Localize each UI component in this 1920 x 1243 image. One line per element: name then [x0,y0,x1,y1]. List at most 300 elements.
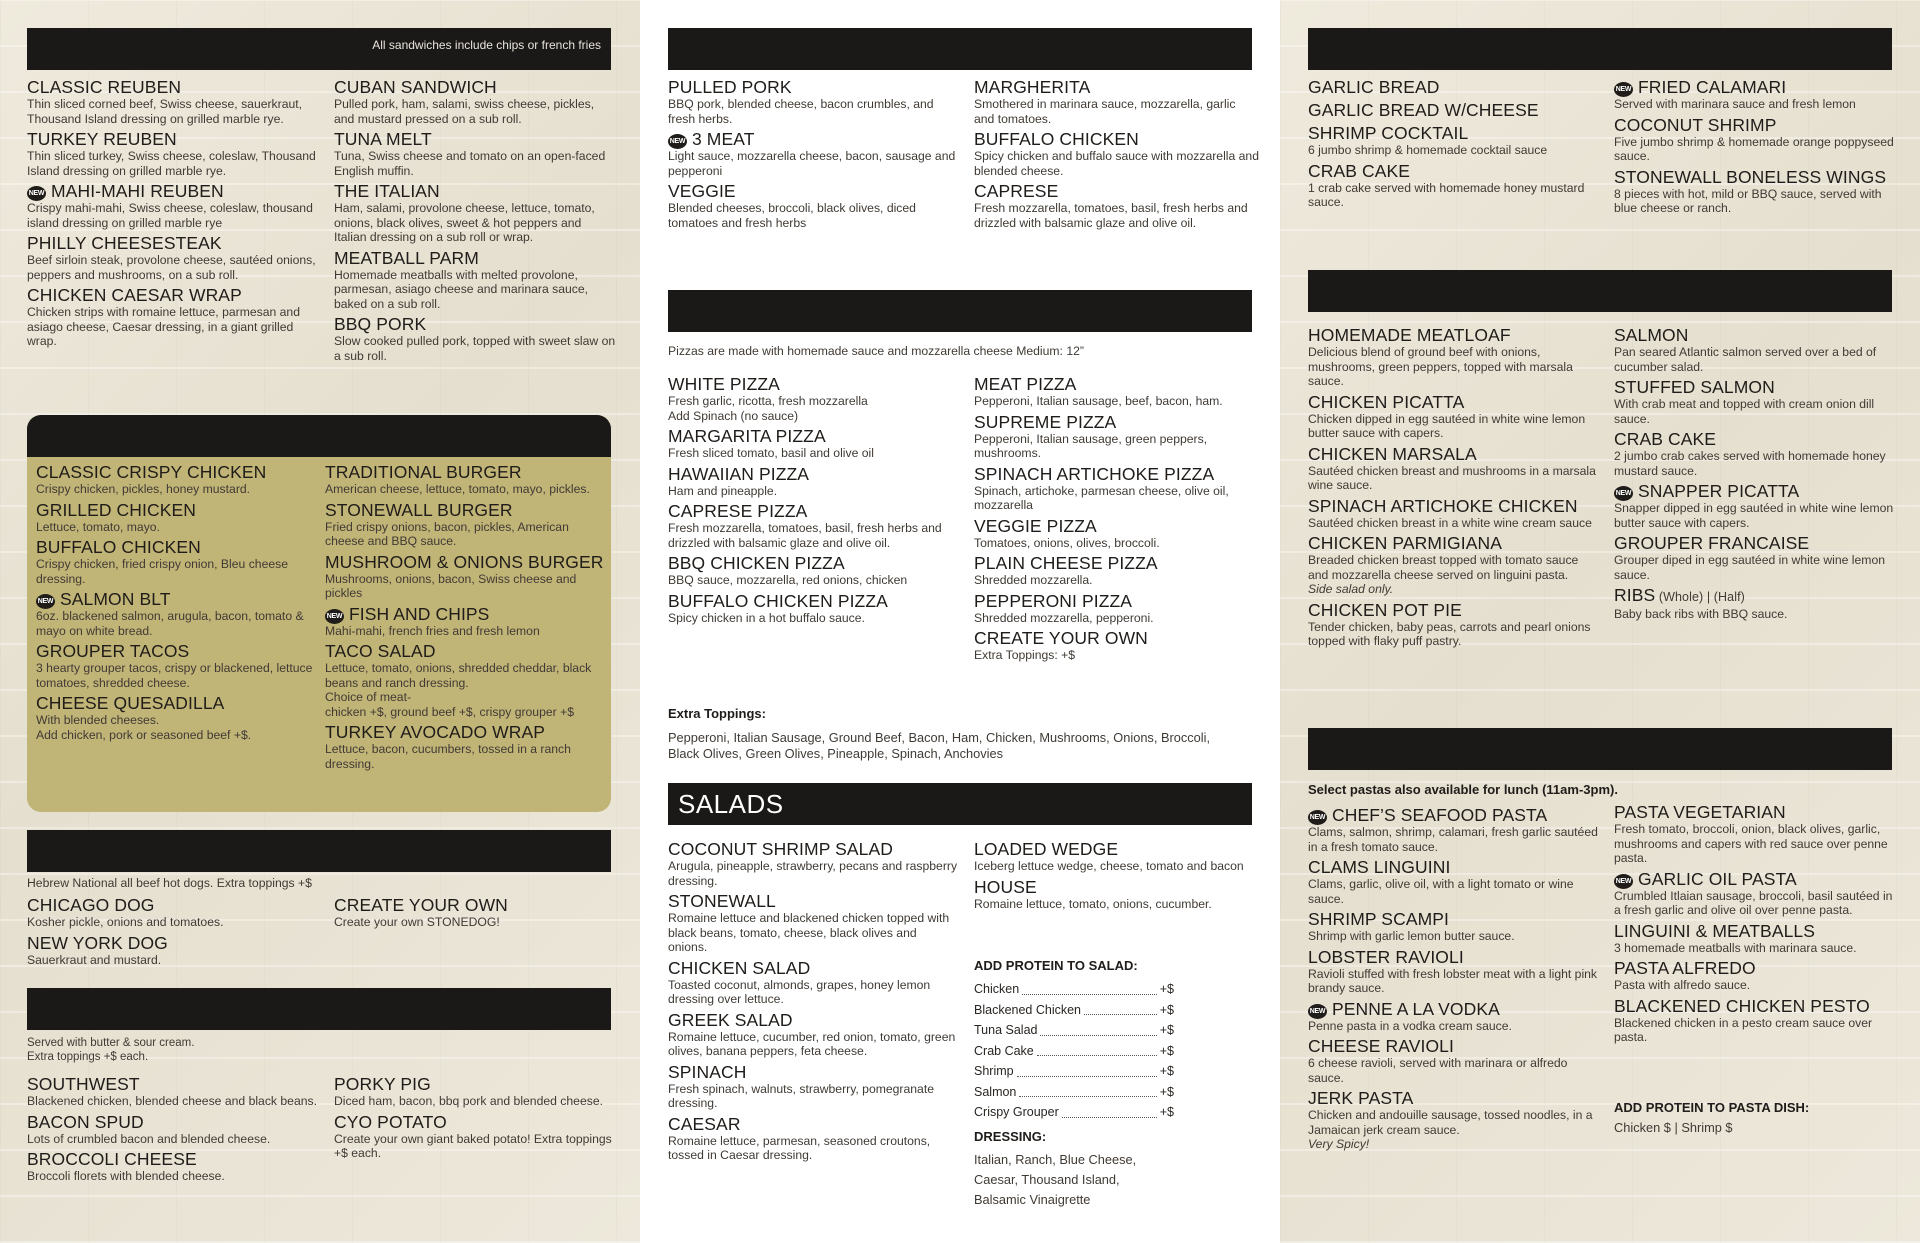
menu-item-name-text: CREATE YOUR OWN [974,628,1148,648]
menu-item-name-text: CHEESE RAVIOLI [1308,1036,1454,1056]
salads-title: SALADS [678,789,784,819]
menu-item-broccoli-cheese [27,1150,317,1184]
menu-item-name-text: PASTA ALFREDO [1614,958,1756,978]
menu-item-name [27,78,317,97]
menu-item-description: Romaine lettuce and blackened chicken topped with black beans, tomato, cheese, black olives and onions. [668,911,950,954]
protein-name: Blackened Chicken [974,1002,1082,1017]
menu-item-name [325,553,607,572]
menu-item-house [974,878,1259,912]
menu-item-name-text: CYO POTATO [334,1111,447,1132]
menu-item-turkey-avocado-wrap [325,723,607,771]
menu-item-grouper-tacos [36,642,321,690]
menu-item-cheese-ravioli [1308,1037,1598,1085]
menu-item-ribs [1614,586,1899,622]
menu-item-description: 6oz. blackened salmon, arugula, bacon, tomato & mayo on white bread. [36,609,304,638]
menu-item-description: Mushrooms, onions, bacon, Swiss cheese and pickles [325,571,577,600]
menu-item-name [27,1075,317,1094]
menu-item-description: Broccoli florets with blended cheese. [27,1169,225,1183]
menu-item-name-text: CHICKEN CAESAR WRAP [27,285,242,305]
menu-item-white-pizza [668,375,958,423]
menu-item-name [668,840,958,859]
menu-item-description: Spicy chicken in a hot buffalo sauce. [668,610,865,625]
menu-item-name-text: SPINACH ARTICHOKE PIZZA [974,463,1215,484]
menu-item-name [1308,806,1598,825]
menu-item-crab-cake [1614,430,1899,478]
menu-item-name [668,502,958,521]
menu-item-meat-pizza [974,375,1259,409]
menu-item-name-text: GARLIC BREAD [1308,77,1440,97]
menu-item-name [1614,959,1899,978]
menu-item-name [1614,870,1899,889]
menu-item-description: Clams, salmon, shrimp, calamari, fresh garlic sautéed in a fresh tomato sauce. [1308,825,1598,854]
menu-item-garlic-oil-pasta [1614,870,1899,918]
menu-item-name-text: CAPRESE [974,181,1059,201]
menu-item-chicken-caesar-wrap [27,286,317,349]
menu-item-description: Kosher pickle, onions and tomatoes. [27,915,224,929]
menu-item-grouper-francaise [1614,534,1899,582]
menu-item-description: Pasta with alfredo sauce. [1614,978,1751,992]
menu-item-traditional-burger [325,463,607,497]
potatoes-right-column [334,1075,616,1165]
menu-item-cuban-sandwich [334,78,616,126]
pasta-protein-block [1614,1100,1899,1136]
menu-item-pepperoni-pizza [974,592,1259,626]
dressing-label: DRESSING: [974,1128,1047,1144]
menu-item-stonewall-boneless-wings [1614,168,1899,216]
menu-item-description: Extra Toppings: +$ [974,648,1076,662]
burgers-box [27,415,611,812]
menu-item-name-text: GRILLED CHICKEN [36,499,197,520]
protein-row-chicken [974,979,1174,1000]
menu-item-name [974,182,1259,201]
protein-price: +$ [1159,1002,1174,1017]
menu-item-name [1614,326,1899,345]
menu-item-mahi-mahi-reuben [27,182,317,230]
salad-protein-list [974,979,1234,1123]
menu-item-name [334,1075,616,1094]
menu-item-garlic-bread [1308,78,1598,97]
menu-item-description: Crumbled Itlaian sausage, broccoli, basil sautéed in a fresh garlic and olive oil over penne pasta. [1614,888,1893,917]
menu-item-name-text: BACON SPUD [27,1111,144,1132]
menu-item-name-text: MARGHERITA [974,77,1091,97]
menu-item-name [668,375,958,394]
menu-item-name-text: CHICKEN PARMIGIANA [1308,533,1503,553]
menu-item-pasta-alfredo [1614,959,1899,993]
protein-row-salmon [974,1082,1174,1103]
menu-item-description: Beef sirloin steak, provolone cheese, sautéed onions, peppers and mushrooms, on a sub roll. [27,253,316,282]
menu-item-name-text: CREATE YOUR OWN [334,895,508,915]
menu-item-name [325,463,607,482]
menu-item-name-text: CRAB CAKE [1614,429,1717,449]
menu-item-name [27,182,317,201]
menu-item-southwest [27,1075,317,1109]
menu-item-hawaiian-pizza [668,465,958,499]
menu-item-name [36,642,321,661]
menu-item-buffalo-chicken [974,130,1259,178]
protein-name: Crab Cake [974,1043,1034,1058]
menu-item-spinach-artichoke-chicken [1308,497,1598,531]
menu-item-name [27,1150,317,1169]
menu-item-name-text: STUFFED SALMON [1614,377,1775,397]
pasta-protein-label: ADD PROTEIN TO PASTA DISH: [1614,1100,1810,1115]
menu-item-description: 3 hearty grouper tacos, crispy or blackened, lettuce tomatoes, shredded cheese. [36,661,313,690]
menu-item-chicken-marsala [1308,445,1598,493]
menu-item-name [1614,78,1899,97]
menu-item-name-text: JERK PASTA [1308,1088,1414,1108]
menu-item-description: Blended cheeses, broccoli, black olives, diced tomatoes and fresh herbs [668,201,916,230]
menu-item-name-text: TURKEY REUBEN [27,129,177,149]
menu-item-chicken-parmigiana [1308,534,1598,597]
protein-price: +$ [1159,1084,1174,1099]
menu-item-name-text: CHICKEN SALAD [668,957,811,978]
sandwiches-right-column [334,78,616,367]
menu-item-name [974,413,1259,432]
menu-item-caprese-pizza [668,502,958,550]
menu-item-description: 2 jumbo crab cakes served with homemade honey mustard sauce. [1614,449,1886,478]
menu-item-name [27,286,317,305]
leader-dots [1037,1041,1157,1057]
menu-item-name [334,130,616,149]
menu-item-garlic-bread-w-cheese [1308,101,1598,120]
menu-item-name [325,501,607,520]
menu-item-name [1614,482,1899,501]
menu-item-description: Tuna, Swiss cheese and tomato on an open-faced English muffin. [334,149,606,178]
leader-dots [1017,1061,1157,1077]
menu-item-description: Spinach, artichoke, parmesan cheese, olive oil, mozzarella [974,483,1229,512]
menu-item-note: Side salad only. [1308,582,1394,596]
menu-item-description: Blackened chicken in a pesto cream sauce over pasta. [1614,1015,1873,1044]
entrees-header-bar [1308,270,1892,312]
menu-item-name [1308,445,1598,464]
menu-item-description: Shredded mozzarella. [974,573,1093,587]
protein-price: +$ [1159,1043,1174,1058]
menu-item-name-text: CAESAR [668,1113,741,1134]
menu-item-description: Chicken dipped in egg sautéed in white wine lemon butter sauce with capers. [1308,411,1586,440]
salad-protein-block [974,958,1234,1210]
menu-item-description: Chicken and andouille sausage, tossed noodles, in a Jamaican jerk cream sauce. [1308,1108,1593,1137]
menu-item-name [668,427,958,446]
menu-item-name-text: STONEWALL BURGER [325,499,513,520]
salad-protein-label: ADD PROTEIN TO SALAD: [974,958,1138,973]
menu-item-description: Lettuce, tomato, mayo. [36,519,160,534]
new-badge-icon: NEW [1614,82,1633,97]
menu-item-name-text: COCONUT SHRIMP [1614,114,1777,135]
menu-item-description: Tomatoes, onions, olives, broccoli. [974,535,1160,550]
menu-item-porky-pig [334,1075,616,1109]
menu-item-linguini-meatballs [1614,922,1899,956]
entrees-right-column [1614,326,1899,626]
menu-item-bacon-spud [27,1113,317,1147]
potatoes-intro [27,1037,194,1064]
menu-item-description: Romaine lettuce, cucumber, red onion, tomato, green olives, banana peppers, feta cheese. [668,1029,956,1058]
menu-item-description: Iceberg lettuce wedge, cheese, tomato and bacon [974,859,1244,873]
menu-item-description: Fresh spinach, walnuts, strawberry, pomegranate dressing. [668,1081,934,1110]
menu-item-description: Crispy chicken, fried crispy onion, Bleu cheese dressing. [36,557,288,586]
menu-item-name [1308,393,1598,412]
menu-item-name-text: BUFFALO CHICKEN [974,129,1139,149]
appetizers-left-column [1308,78,1598,214]
dressing-line: Caesar, Thousand Island, [974,1171,1120,1187]
menu-item-name-text: SPINACH ARTICHOKE CHICKEN [1308,495,1578,516]
menu-item-name [334,78,616,97]
menu-item-name-text: SOUTHWEST [27,1074,140,1094]
menu-item-description: Fried crispy onions, bacon, pickles, American cheese and BBQ sauce. [325,519,569,548]
menu-item-name-text: TRADITIONAL BURGER [325,462,522,482]
menu-item-description: Thin sliced corned beef, Swiss cheese, sauerkraut, Thousand Island dressing on grilled marble rye. [27,97,303,126]
menu-item-name-text: BLACKENED CHICKEN PESTO [1614,995,1870,1016]
menu-item-name [1614,534,1899,553]
menu-item-name [668,592,958,611]
menu-item-name [974,554,1259,573]
menu-item-name-text: CLASSIC REUBEN [27,77,182,97]
sandwiches-left-column [27,78,317,353]
menu-item-caprese [974,182,1259,230]
protein-price: +$ [1159,1064,1174,1078]
menu-item-name [668,130,958,149]
menu-item-margarita-pizza [668,427,958,461]
menu-item-name [974,840,1259,859]
new-badge-icon: NEW [1308,1004,1327,1019]
menu-item-description: Slow cooked pulled pork, topped with sweet slaw on a sub roll. [334,334,616,363]
menu-item-turkey-reuben [27,130,317,178]
menu-item-name-text: HAWAIIAN PIZZA [668,463,810,484]
extra-toppings-list: Pepperoni, Italian Sausage, Ground Beef, Bacon, Ham, Chicken, Mushrooms, Onions, Broccoli, Black Olives, Green Olives, Pineapple, Spinach, Anchovies [668,730,1211,761]
panel-appetizers-entrees-pasta [1280,0,1920,1243]
dressing-line: Balsamic Vinaigrette [974,1191,1091,1207]
menu-item-name-text: TUNA MELT [334,129,432,149]
menu-item-description: 6 cheese ravioli, served with marinara or alfredo sauce. [1308,1056,1568,1085]
menu-item-description: Fresh mozzarella, tomatoes, basil, fresh herbs and drizzled with balsamic glaze and olive oil. [668,521,942,550]
menu-item-name [668,182,958,201]
menu-item-name-text: BUFFALO CHICKEN [36,537,201,557]
menu-item-name [1308,1037,1598,1056]
menu-item-name [36,694,321,713]
menu-item-name-text: SNAPPER PICATTA [1638,481,1800,501]
menu-item-cyo-potato [334,1113,616,1161]
menu-item-name-text: PASTA VEGETARIAN [1614,802,1786,822]
menu-item-description: 3 homemade meatballs with marinara sauce. [1614,940,1857,955]
potatoes-left-column [27,1075,317,1188]
menu-item-name-text: WHITE PIZZA [668,374,780,394]
protein-price: +$ [1159,982,1174,996]
menu-item-name [27,896,317,915]
menu-item-chicago-dog [27,896,317,930]
pizza-left-column [668,375,958,629]
menu-item-margherita [974,78,1259,126]
protein-price: +$ [1159,1105,1174,1119]
menu-item-description: Smothered in marinara sauce, mozzarella, garlic and tomatoes. [974,97,1236,126]
menu-item-name-text: GREEK SALAD [668,1009,793,1030]
dressing-line: Italian, Ranch, Blue Cheese, [974,1151,1137,1167]
menu-item-size-options: (Whole) | (Half) [1655,590,1745,604]
menu-item-3-meat [668,130,958,178]
pizza-header-bar [668,290,1252,332]
flatbreads-header-bar [668,28,1252,70]
menu-item-name-text: GARLIC OIL PASTA [1638,868,1797,889]
menu-item-description: Romaine lettuce, parmesan, seasoned croutons, tossed in Caesar dressing. [668,1133,931,1162]
menu-item-name-text: LOBSTER RAVIOLI [1308,946,1464,967]
menu-item-name-text: SUPREME PIZZA [974,411,1117,432]
menu-item-name-text: PENNE A LA VODKA [1332,998,1500,1019]
menu-item-name-text: BBQ CHICKEN PIZZA [668,553,845,573]
menu-item-veggie-pizza [974,517,1259,551]
menu-item-name [1308,326,1598,345]
menu-item-name-text: VEGGIE PIZZA [974,515,1097,536]
menu-item-description: Chicken strips with romaine lettuce, parmesan and asiago cheese, Caesar dressing, in a giant grilled wrap. [27,305,300,348]
protein-name: Crispy Grouper [974,1105,1059,1119]
menu-item-name-text: GROUPER FRANCAISE [1614,533,1810,553]
potatoes-intro-line-1: Served with butter & sour cream. [27,1037,195,1049]
menu-item-description: Five jumbo shrimp & homemade orange poppyseed sauce. [1614,134,1894,163]
menu-item-description: Served with marinara sauce and fresh lemon [1614,97,1856,111]
menu-item-description: Create your own STONEDOG! [334,915,500,929]
menu-item-name [1614,168,1899,187]
menu-item-description: Sautéed chicken breast and mushrooms in a marsala wine sauce. [1308,463,1596,492]
menu-item-name [334,1113,616,1132]
leader-dots [1022,979,1157,995]
menu-item-description: Ham, salami, provolone cheese, lettuce, tomato, onions, black olives, sweet & hot peppers and Italian dressing on a sub roll or wrap. [334,201,595,244]
menu-item-description: Arugula, pineapple, strawberry, pecans and raspberry dressing. [668,859,958,888]
protein-name: Salmon [974,1084,1017,1099]
menu-item-name-text: MAHI-MAHI REUBEN [51,181,224,201]
menu-item-name-text: PLAIN CHEESE PIZZA [974,553,1158,573]
menu-item-name-text: PORKY PIG [334,1074,431,1094]
menu-item-name [325,723,607,742]
menu-item-name [1308,78,1598,97]
menu-item-name-text: SHRIMP COCKTAIL [1308,123,1469,143]
menu-item-description: Choice of meat- [325,690,412,704]
menu-item-description: Diced ham, bacon, bbq pork and blended cheese. [334,1094,603,1108]
menu-item-bbq-chicken-pizza [668,554,958,588]
menu-item-description: American cheese, lettuce, tomato, mayo, pickles. [325,482,590,496]
menu-item-description: Pan seared Atlantic salmon served over a bed of cucumber salad. [1614,345,1877,374]
pasta-right-column [1614,803,1899,1049]
new-badge-icon: NEW [1614,486,1633,501]
menu-item-name-text: MUSHROOM & ONIONS BURGER [325,551,604,572]
menu-item-fried-calamari [1614,78,1899,112]
new-badge-icon: NEW [36,594,55,609]
menu-item-name [1308,162,1598,181]
menu-item-name-text: BBQ PORK [334,314,427,334]
menu-item-blackened-chicken-pesto [1614,997,1899,1045]
menu-item-description: Delicious blend of ground beef with onions, mushrooms, green peppers, topped with marsala sauce. [1308,345,1573,388]
menu-item-name [36,590,321,609]
menu-item-create-your-own [974,629,1259,663]
menu-item-name [974,592,1259,611]
menu-item-caesar [668,1115,958,1163]
pasta-intro: Select pastas also available for lunch (11am-3pm). [1308,782,1618,797]
menu-item-name [1308,858,1598,877]
menu-item-name [668,465,958,484]
menu-item-plain-cheese-pizza [974,554,1259,588]
menu-item-name-text: NEW YORK DOG [27,932,168,953]
menu-item-description: Sautéed chicken breast in a white wine cream sauce [1308,515,1592,530]
new-badge-icon: NEW [668,134,687,149]
menu-item-name [974,465,1259,484]
menu-item-pulled-pork [668,78,958,126]
menu-item-name [1308,124,1598,143]
menu-item-name [325,642,607,661]
menu-item-name [334,249,616,268]
menu-item-name [1614,116,1899,135]
menu-item-description: Breaded chicken breast topped with tomato sauce and mozzarella cheese served on linguini pasta. [1308,553,1579,582]
menu-item-name-text: CHICKEN MARSALA [1308,443,1477,464]
menu-item-description: Spicy chicken and buffalo sauce with mozzarella and blended cheese. [974,149,1259,178]
menu-item-name [27,1113,317,1132]
menu-item-name [974,629,1259,648]
menu-item-name [668,1115,958,1134]
menu-item-name [334,182,616,201]
burgers-left-column [36,463,321,746]
menu-item-description: Fresh garlic, ricotta, fresh mozzarella [668,394,868,408]
menu-item-bbq-pork [334,315,616,363]
menu-item-name-text: CHEF’S SEAFOOD PASTA [1332,805,1548,825]
sandwiches-header-bar [27,28,611,70]
menu-item-description: Baby back ribs with BBQ sauce. [1614,607,1788,621]
menu-item-description: Thin sliced turkey, Swiss cheese, coleslaw, Thousand Island dressing on grilled marble rye. [27,149,316,178]
menu-item-chef-s-seafood-pasta [1308,806,1598,854]
menu-item-name-text: PEPPERONI PIZZA [974,590,1133,611]
menu-item-description: Pulled pork, ham, salami, swiss cheese, pickles, and mustard pressed on a sub roll. [334,97,595,126]
menu-item-description: 8 pieces with hot, mild or BBQ sauce, served with blue cheese or ranch. [1614,186,1882,215]
menu-item-name-text: CAPRESE PIZZA [668,501,808,521]
menu-item-name-text: SALMON BLT [60,589,171,609]
protein-row-tuna-salad [974,1020,1174,1041]
menu-item-name [1614,430,1899,449]
menu-item-description: Fresh sliced tomato, basil and olive oil [668,446,874,460]
menu-item-name-text: CHEESE QUESADILLA [36,693,225,713]
menu-item-name [1614,378,1899,397]
menu-item-description: Ravioli stuffed with fresh lobster meat with a light pink brandy sauce. [1308,966,1598,995]
salads-left-column [668,840,958,1167]
menu-item-description: Blackened chicken, blended cheese and black beans. [27,1094,317,1108]
menu-item-name-text: PHILLY CHEESESTEAK [27,233,222,253]
leader-dots [1062,1102,1157,1118]
new-badge-icon: NEW [1308,810,1327,825]
menu-item-description: BBQ sauce, mozzarella, red onions, chicken [668,573,908,587]
protein-name: Shrimp [974,1064,1014,1078]
menu-item-description: Grouper diped in egg sautéed in white wine lemon sauce. [1614,553,1886,582]
menu-item-clams-linguini [1308,858,1598,906]
menu-item-salmon [1614,326,1899,374]
pasta-protein-prices: Chicken $ | Shrimp $ [1614,1120,1733,1135]
pasta-left-column [1308,806,1598,1156]
extra-toppings [668,706,1252,762]
menu-item-description: 6 jumbo shrimp & homemade cocktail sauce [1308,143,1548,157]
menu-item-name [1308,1089,1598,1108]
menu-item-name [1614,997,1899,1016]
menu-item-name [1308,910,1598,929]
menu-item-note: Very Spicy! [1308,1137,1370,1151]
menu-item-description: With crab meat and topped with cream onion dill sauce. [1614,397,1875,426]
pizza-right-column [974,375,1259,667]
menu-item-name-text: CRAB CAKE [1308,160,1411,181]
menu-item-name-text: RIBS [1614,585,1656,605]
menu-item-jerk-pasta [1308,1089,1598,1152]
hotdogs-right-column [334,896,616,934]
menu-item-description: Penne pasta in a vodka cream sauce. [1308,1018,1512,1033]
menu-item-name [974,130,1259,149]
menu-item-taco-salad [325,642,607,719]
menu-item-description: Shrimp with garlic lemon butter sauce. [1308,929,1515,943]
menu-item-description: Lots of crumbled bacon and blended cheese. [27,1131,271,1146]
menu-item-name [27,234,317,253]
hotdogs-intro: Hebrew National all beef hot dogs. Extra toppings +$ [27,876,312,890]
menu-item-chicken-pot-pie [1308,601,1598,649]
dressing-list [974,1150,1234,1210]
menu-item-coconut-shrimp-salad [668,840,958,888]
menu-item-cheese-quesadilla [36,694,321,742]
